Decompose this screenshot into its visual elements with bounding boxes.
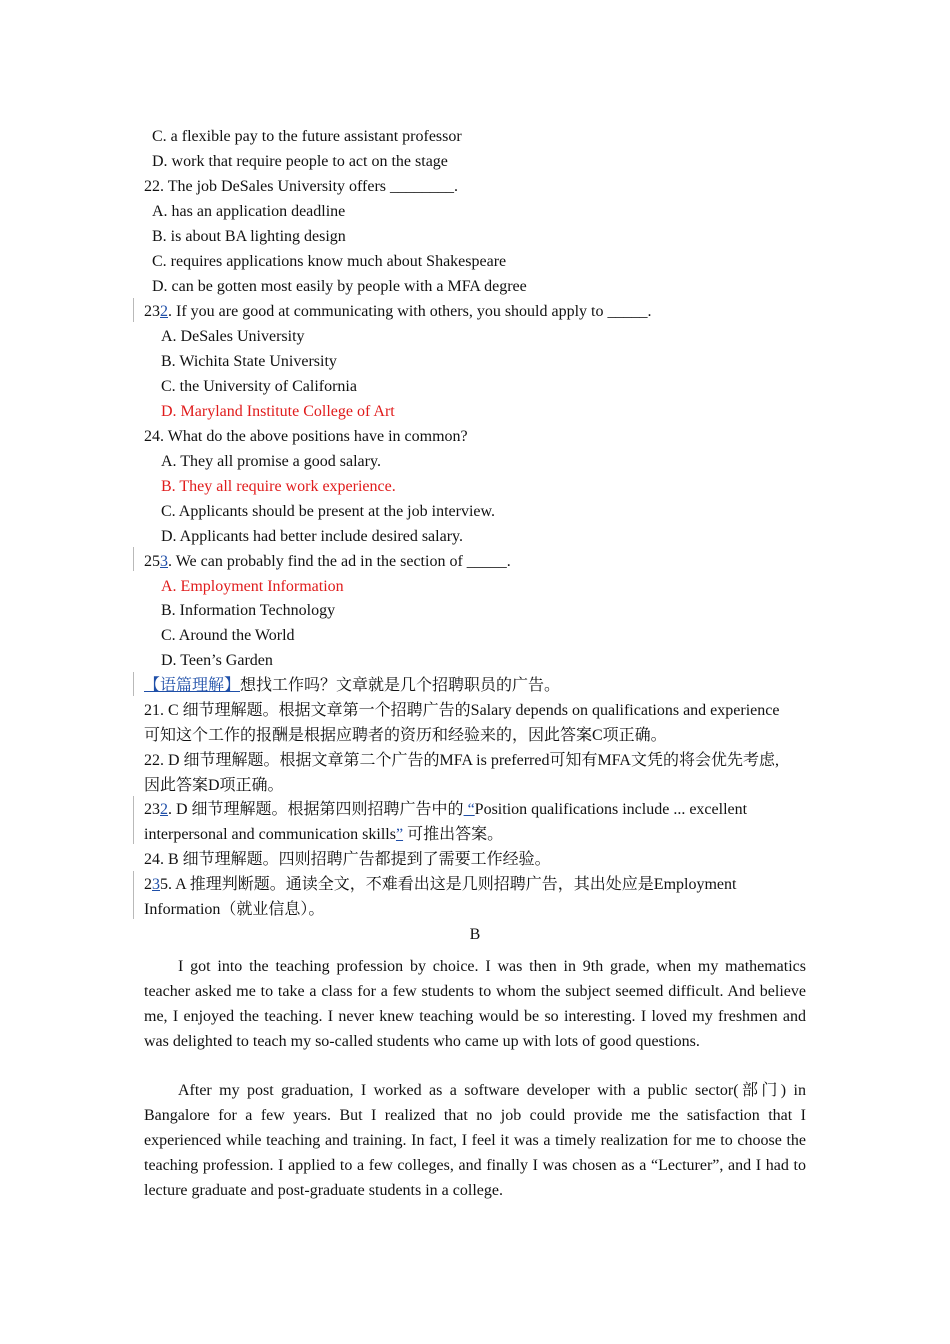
answer-22-line-1: 22. D 细节理解题。根据文章第二个广告的MFA is preferred可知有MFA文凭的将会优先考虑, bbox=[144, 752, 779, 769]
q22-option-d: D. can be gotten most easily by people with a MFA degree bbox=[152, 278, 527, 295]
q24-stem: 24. What do the above positions have in common? bbox=[144, 428, 468, 445]
section-title: B bbox=[469, 926, 481, 943]
revision-mark: 2 bbox=[160, 303, 168, 320]
answer-21-line-1: 21. C 细节理解题。根据文章第一个招聘广告的Salary depends on qualifications and experience bbox=[144, 702, 780, 719]
revision-mark: 3 bbox=[152, 876, 160, 893]
revision-bar bbox=[133, 672, 134, 696]
q25-option-c: C. Around the World bbox=[161, 627, 295, 644]
answer-21-line-2: 可知这个工作的报酬是根据应聘者的资历和经验来的，因此答案C项正确。 bbox=[144, 727, 667, 744]
q22-option-b: B. is about BA lighting design bbox=[152, 228, 346, 245]
q25-stem: 253. We can probably find the ad in the section of _____. bbox=[144, 553, 511, 570]
q24-option-a: A. They all promise a good salary. bbox=[161, 453, 381, 470]
analysis-heading-line: 【语篇理解】想找工作吗？文章就是几个招聘职员的广告。 bbox=[144, 677, 561, 694]
q22-option-c: C. requires applications know much about Shakespeare bbox=[152, 253, 507, 270]
q25-option-b: B. Information Technology bbox=[161, 602, 336, 619]
passage-paragraph-1: I got into the teaching profession by choice. I was then in 9th grade, when my mathematics teacher asked me to take a class for a few students to whom the subject seemed difficult. And believe me, I enjoyed the teaching. I never knew teaching would be so interesting. I loved my freshmen and was delighted to teach my so-called students who came up with lots of good questions. bbox=[144, 958, 806, 1050]
q25-option-a-answer: A. Employment Information bbox=[161, 578, 344, 595]
revision-bar bbox=[133, 298, 134, 322]
answer-22-line-2: 因此答案D项正确。 bbox=[144, 777, 284, 794]
revision-mark: 2 bbox=[160, 801, 168, 818]
answer-25-line-1: 235. A 推理判断题。通读全文，不难看出这是几则招聘广告，其出处应是Employment bbox=[144, 876, 737, 893]
q22-stem: 22. The job DeSales University offers ________. bbox=[144, 178, 459, 195]
q23-option-c: C. the University of California bbox=[161, 378, 357, 395]
q21-option-d: D. work that require people to act on the stage bbox=[152, 153, 448, 170]
q25-option-d: D. Teen’s Garden bbox=[161, 652, 273, 669]
answer-25-line-2: Information（就业信息）。 bbox=[144, 901, 325, 918]
revision-mark: 3 bbox=[160, 553, 168, 570]
q24-option-c: C. Applicants should be present at the job interview. bbox=[161, 503, 496, 520]
q22-option-a: A. has an application deadline bbox=[152, 203, 346, 220]
q24-option-d: D. Applicants had better include desired salary. bbox=[161, 528, 463, 545]
answer-23-line-2: interpersonal and communication skills” 可推出答案。 bbox=[144, 826, 504, 843]
revision-bar bbox=[133, 547, 134, 571]
answer-23-line-1: 232. D 细节理解题。根据第四则招聘广告中的 “Position qualifications include ... excellent bbox=[144, 801, 748, 818]
q23-option-a: A. DeSales University bbox=[161, 328, 305, 345]
analysis-heading: 【语篇理解】 bbox=[144, 677, 241, 694]
q24-option-b-answer: B. They all require work experience. bbox=[161, 478, 396, 495]
answer-24: 24. B 细节理解题。四则招聘广告都提到了需要工作经验。 bbox=[144, 851, 551, 868]
q21-option-c: C. a flexible pay to the future assistant professor bbox=[152, 128, 462, 145]
passage-paragraph-2: After my post graduation, I worked as a software developer with a public sector(部门) in Bangalore for a few years. But I realized that no job could provide me the satisfaction that I experienced while teaching and training. In fact, I feel it was a timely realization for me to choose the teaching profession. I applied to a few colleges, and finally I was chosen as a “Lecturer”, and I had to lecture graduate and post-graduate students in a college. bbox=[144, 1082, 806, 1199]
revision-bar bbox=[133, 796, 134, 844]
q23-stem: 232. If you are good at communicating with others, you should apply to _____. bbox=[144, 303, 652, 320]
q23-option-d-answer: D. Maryland Institute College of Art bbox=[161, 403, 395, 420]
revision-bar bbox=[133, 871, 134, 919]
q23-option-b: B. Wichita State University bbox=[161, 353, 337, 370]
